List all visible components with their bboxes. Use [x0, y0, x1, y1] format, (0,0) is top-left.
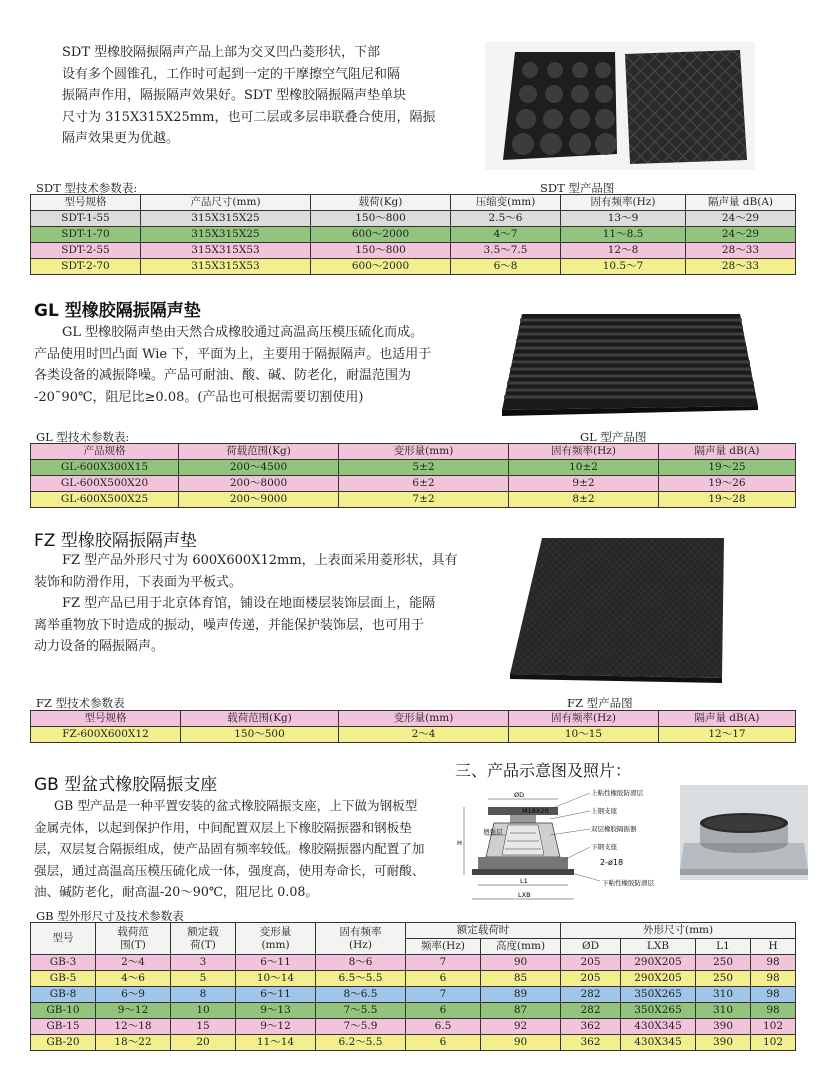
diagram-label-m18x20: M18X20 [522, 807, 549, 815]
table-cell: 28～33 [686, 243, 796, 259]
gb-schematic-diagram [450, 785, 675, 910]
table-row [31, 211, 796, 227]
table-cell: 10.5～7 [561, 259, 686, 275]
table-cell: 19～26 [659, 476, 796, 492]
table-cell: 6 [406, 1003, 481, 1019]
table-cell: 98 [751, 987, 796, 1003]
diagram-label-h: H [457, 839, 462, 847]
sdt-table-body [31, 211, 796, 275]
table-cell: 350X265 [621, 1003, 696, 1019]
table-header-row [31, 195, 796, 211]
fz-intro-line: 装饰和防滑作用，下表面为平板式。 [34, 574, 243, 590]
fz-intro-line: FZ 型产品外形尺寸为 600X600X12mm，上表面采用菱形状，具有 [62, 553, 458, 568]
gb-intro-line: 层，双层复合隔振组成，使产品固有频率较低。橡胶隔振器内配置了加 [34, 841, 425, 856]
table-header-row [31, 444, 796, 460]
table-cell: 6 [406, 971, 481, 987]
table-cell: 600～2000 [311, 227, 451, 243]
table-cell: 18～22 [96, 1035, 171, 1051]
column-header: L1 [696, 939, 751, 955]
table-cell: GB-10 [31, 1003, 96, 1019]
column-header: 变形量 (mm) [236, 923, 316, 955]
table-cell: 6～8 [451, 259, 561, 275]
table-cell: 89 [481, 987, 561, 1003]
column-header: ØD [561, 939, 621, 955]
column-header: 固有频率 (Hz) [316, 923, 406, 955]
fz-section-title: FZ 型橡胶隔振隔声垫 [34, 531, 197, 551]
table-cell: 7～5.5 [316, 1003, 406, 1019]
table-cell: 7 [406, 955, 481, 971]
table-row [31, 460, 796, 476]
diagram-label-top-antislip: 上粘性橡胶防滑层 [591, 789, 643, 797]
table-row [31, 955, 796, 971]
table-row [31, 227, 796, 243]
sdt-intro-line: 尺寸为 315X315X25mm，也可二层或多层串联叠合使用，隔振 [62, 109, 436, 125]
gb-section-title: GB 型盆式橡胶隔振支座 [34, 775, 218, 795]
table-cell: 9～12 [236, 1019, 316, 1035]
gl-table-body [31, 460, 796, 508]
table-cell: SDT-2-70 [31, 259, 141, 275]
table-cell: SDT-1-55 [31, 211, 141, 227]
table-cell: 90 [481, 1035, 561, 1051]
sdt-photo-caption: SDT 型产品图 [540, 181, 615, 195]
gb-intro [34, 795, 459, 903]
table-cell: 87 [481, 1003, 561, 1019]
table-cell: 12～18 [96, 1019, 171, 1035]
column-header: 荷载范围(Kg) [179, 444, 339, 460]
table-cell: 315X315X25 [141, 211, 311, 227]
fz-table-body [31, 727, 796, 743]
table-cell: 250 [696, 955, 751, 971]
table-cell: 8 [171, 987, 236, 1003]
table-cell: GB-20 [31, 1035, 96, 1051]
column-header: 型号规格 [31, 711, 181, 727]
fz-intro-line: 离举重物放下时造成的振动，噪声传递，并能保护装饰层，也可用于 [34, 617, 425, 633]
fz-product-photo [500, 530, 735, 685]
table-cell: 4～6 [96, 971, 171, 987]
table-cell: 2～4 [339, 727, 509, 743]
table-cell: 6±2 [339, 476, 509, 492]
table-cell: FZ-600X600X12 [31, 727, 181, 743]
table-row [31, 971, 796, 987]
table-cell: 6～11 [236, 955, 316, 971]
diagram-label-double-isolator: 双层橡胶隔振器 [591, 825, 637, 833]
sdt-intro-line: 振隔声作用，隔振隔声效果好。SDT 型橡胶隔振隔声垫单块 [62, 88, 407, 103]
table-cell: 362 [561, 1035, 621, 1051]
column-header: 频率(Hz) [406, 939, 481, 955]
table-cell: 10～15 [509, 727, 659, 743]
table-cell: 150～500 [181, 727, 339, 743]
table-cell: 205 [561, 971, 621, 987]
column-header: 压缩变(mm) [451, 195, 561, 211]
column-header: 型号 [31, 923, 96, 955]
table-cell: SDT-2-55 [31, 243, 141, 259]
column-header: 载荷范 围(T) [96, 923, 171, 955]
column-header: 固有频率(Hz) [509, 444, 659, 460]
table-cell: 13～9 [561, 211, 686, 227]
table-cell: 15 [171, 1019, 236, 1035]
table-cell: 19～28 [659, 492, 796, 508]
gb-intro-line: 金属壳体，以起到保护作用，中间配置双层上下橡胶隔振器和钢板垫 [34, 819, 412, 835]
gb-spec-table [30, 922, 796, 1051]
table-cell: 290X205 [621, 955, 696, 971]
table-cell: 6～9 [96, 987, 171, 1003]
table-cell: 8±2 [509, 492, 659, 508]
table-cell: 10 [171, 1003, 236, 1019]
diagram-label-bottom-antislip: 下粘性橡胶防滑层 [602, 879, 654, 887]
table-cell: 9～13 [236, 1003, 316, 1019]
gl-intro [34, 322, 474, 408]
table-cell: 5 [171, 971, 236, 987]
sdt-product-photo [485, 42, 755, 170]
column-header: 固有频率(Hz) [509, 711, 659, 727]
table-cell: 150～800 [311, 243, 451, 259]
table-cell: 150～800 [311, 211, 451, 227]
section3-title: 三、产品示意图及照片： [455, 761, 632, 780]
table-cell: 3.5～7.5 [451, 243, 561, 259]
gl-photo-caption: GL 型产品图 [580, 430, 647, 444]
table-cell: 6 [406, 1035, 481, 1051]
fz-intro-line: 动力设备的隔振隔声。 [34, 639, 165, 654]
table-cell: GB-15 [31, 1019, 96, 1035]
table-cell: 20 [171, 1035, 236, 1051]
column-header: 额定载荷时 [406, 923, 561, 939]
gl-table-caption: GL 型技术参数表: [36, 430, 130, 444]
gb-intro-line: GB 型产品是一种平置安装的盆式橡胶隔振支座，上下做为钢板型 [54, 798, 418, 813]
table-cell: 28～33 [686, 259, 796, 275]
table-cell: 8～6.5 [316, 987, 406, 1003]
fz-photo-caption: FZ 型产品图 [567, 696, 633, 710]
sdt-intro-line: 设有多个圆锥孔，工作时可起到一定的干摩擦空气阻尼和隔 [62, 66, 401, 82]
column-header: H [751, 939, 796, 955]
table-row [31, 1035, 796, 1051]
table-row [31, 1019, 796, 1035]
table-cell: 4～7 [451, 227, 561, 243]
table-cell: 6.5～5.5 [316, 971, 406, 987]
gl-intro-line: -20˜90℃，阻尼比≥0.08。(产品也可根据需要切割使用) [34, 389, 364, 405]
table-cell: 12～8 [561, 243, 686, 259]
table-row [31, 1003, 796, 1019]
table-cell: 10±2 [509, 460, 659, 476]
column-header: 变形量(mm) [339, 711, 509, 727]
table-cell: SDT-1-70 [31, 227, 141, 243]
table-cell: 250 [696, 971, 751, 987]
table-cell: 430X345 [621, 1019, 696, 1035]
table-cell: 85 [481, 971, 561, 987]
gl-spec-table [30, 443, 796, 508]
table-row [31, 727, 796, 743]
gb-product-photo [680, 785, 808, 880]
table-cell: 98 [751, 1003, 796, 1019]
table-cell: 6～11 [236, 987, 316, 1003]
sdt-table-caption: SDT 型技术参数表: [36, 181, 138, 195]
column-header: 固有频率(Hz) [561, 195, 686, 211]
gl-intro-line: 产品使用时凹凸面 Wie 下，平面为上，主要用于隔振隔声。也适用于 [34, 346, 432, 362]
column-header: LXB [621, 939, 696, 955]
diagram-label-od: ØD [514, 791, 525, 799]
table-cell: 282 [561, 987, 621, 1003]
table-row [31, 987, 796, 1003]
gl-product-photo [500, 310, 760, 418]
table-cell: 200～9000 [179, 492, 339, 508]
column-header: 型号规格 [31, 195, 141, 211]
table-cell: 430X345 [621, 1035, 696, 1051]
gb-table-body [31, 955, 796, 1051]
table-cell: 7 [406, 987, 481, 1003]
table-cell: 102 [751, 1019, 796, 1035]
table-cell: 6.2～5.5 [316, 1035, 406, 1051]
table-cell: 98 [751, 971, 796, 987]
gl-intro-line: 各类设备的减振降噪。产品可耐油、酸、碱、防老化，耐温范围为 [34, 368, 412, 383]
column-header: 产品规格 [31, 444, 179, 460]
table-cell: 7±2 [339, 492, 509, 508]
table-cell: 11～8.5 [561, 227, 686, 243]
fz-spec-table [30, 710, 796, 743]
table-cell: 12～17 [659, 727, 796, 743]
table-header-row [31, 923, 796, 939]
column-header: 产品尺寸(mm) [141, 195, 311, 211]
table-cell: 350X265 [621, 987, 696, 1003]
table-cell: 315X315X53 [141, 259, 311, 275]
table-cell: 205 [561, 955, 621, 971]
column-header: 变形量(mm) [339, 444, 509, 460]
table-cell: 102 [751, 1035, 796, 1051]
table-cell: 362 [561, 1019, 621, 1035]
table-cell: 600～2000 [311, 259, 451, 275]
table-cell: 310 [696, 987, 751, 1003]
sdt-intro-line: 隔声效果更为优越。 [62, 131, 180, 146]
table-cell: 5±2 [339, 460, 509, 476]
column-header: 外形尺寸(mm) [561, 923, 796, 939]
table-cell: GL-600X300X15 [31, 460, 179, 476]
table-cell: 90 [481, 955, 561, 971]
table-cell: 11～14 [236, 1035, 316, 1051]
table-cell: GL-600X500X25 [31, 492, 179, 508]
table-cell: 7～5.9 [316, 1019, 406, 1035]
table-cell: 390 [696, 1035, 751, 1051]
table-cell: 3 [171, 955, 236, 971]
fz-table-caption: FZ 型技术参数表 [36, 696, 125, 710]
diagram-label-lxb: LXB [518, 891, 531, 899]
table-cell: 310 [696, 1003, 751, 1019]
gb-intro-line: 强层，通过高温高压模压硫化成一体，强度高，使用寿命长，可耐酸、 [34, 862, 425, 878]
gl-section-title: GL 型橡胶隔振隔声垫 [34, 301, 201, 321]
table-cell: 200～4500 [179, 460, 339, 476]
fz-intro [34, 550, 474, 658]
column-header: 隔声量 dB(A) [686, 195, 796, 211]
gb-table-caption: GB 型外形尺寸及技术参数表 [36, 909, 184, 923]
table-cell: 24～29 [686, 211, 796, 227]
column-header: 隔声量 dB(A) [659, 444, 796, 460]
table-cell: 2～4 [96, 955, 171, 971]
diagram-label-upper-support: 上钢支座 [591, 807, 617, 815]
table-cell: 9±2 [509, 476, 659, 492]
table-cell: 315X315X53 [141, 243, 311, 259]
table-cell: GL-600X500X20 [31, 476, 179, 492]
column-header: 载荷范围(Kg) [181, 711, 339, 727]
column-header: 高度(mm) [481, 939, 561, 955]
sdt-intro [62, 42, 462, 150]
table-cell: 200～8000 [179, 476, 339, 492]
table-cell: 9～12 [96, 1003, 171, 1019]
table-cell: 2.5～6 [451, 211, 561, 227]
table-row [31, 476, 796, 492]
table-cell: 92 [481, 1019, 561, 1035]
table-header-row [31, 711, 796, 727]
table-cell: 24～29 [686, 227, 796, 243]
table-cell: 290X205 [621, 971, 696, 987]
column-header: 载荷(Kg) [311, 195, 451, 211]
table-cell: 8～6 [316, 955, 406, 971]
table-cell: 282 [561, 1003, 621, 1019]
column-header: 隔声量 dB(A) [659, 711, 796, 727]
table-cell: 390 [696, 1019, 751, 1035]
diagram-label-lower-support: 下钢支座 [591, 843, 617, 851]
table-cell: 315X315X25 [141, 227, 311, 243]
diagram-label-holes: 2-ø18 [600, 858, 624, 867]
table-cell: 98 [751, 955, 796, 971]
table-row [31, 259, 796, 275]
table-cell: 10～14 [236, 971, 316, 987]
table-cell: GB-3 [31, 955, 96, 971]
diagram-label-l1: L1 [520, 877, 528, 885]
diagram-label-reinforcement: 增强层 [483, 828, 503, 836]
table-cell: GB-5 [31, 971, 96, 987]
sdt-spec-table [30, 194, 796, 275]
table-cell: GB-8 [31, 987, 96, 1003]
table-row [31, 243, 796, 259]
column-header: 额定载 荷(T) [171, 923, 236, 955]
table-cell: 6.5 [406, 1019, 481, 1035]
table-row [31, 492, 796, 508]
fz-intro-line: FZ 型产品已用于北京体育馆，铺设在地面楼层装饰层面上，能隔 [62, 596, 436, 611]
gb-intro-line: 油、碱防老化，耐高温-20～90℃，阻尼比 0.08。 [34, 884, 318, 899]
sdt-intro-line: SDT 型橡胶隔振隔声产品上部为交叉凹凸菱形状，下部 [62, 45, 381, 60]
gl-intro-line: GL 型橡胶隔声垫由天然合成橡胶通过高温高压模压硫化而成。 [62, 325, 424, 340]
table-cell: 19～25 [659, 460, 796, 476]
